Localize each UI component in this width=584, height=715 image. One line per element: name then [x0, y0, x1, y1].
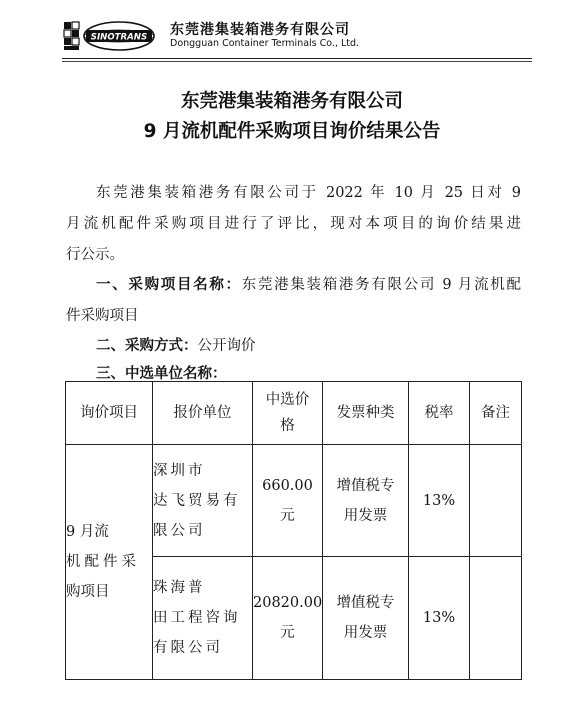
vendor-line-3: 限公司: [153, 522, 206, 539]
table-header-row: [66, 382, 522, 445]
section-2-value: 公开询价: [197, 338, 256, 354]
cell-tax: 13%: [409, 557, 470, 680]
header-price-line1: 中选价: [265, 392, 310, 408]
price-value: 20820.00: [253, 595, 323, 611]
cell-price: [253, 557, 323, 680]
cell-vendor: [153, 445, 253, 557]
header-price-line2: 格: [280, 418, 295, 434]
section-2-heading: 二、采购方式：: [96, 338, 198, 354]
section-2-line: [96, 334, 256, 355]
vendor-line-2: 达飞贸易有: [153, 492, 241, 509]
results-table: [65, 381, 522, 680]
invoice-line-1: 增值税专: [336, 595, 395, 611]
letterhead: [62, 16, 532, 56]
intro-line-3: 行公示。: [66, 247, 124, 263]
section-3-heading: 三、中选单位名称：: [96, 366, 227, 382]
vendor-line-2: 田工程咨询: [153, 610, 241, 626]
header-tax: 税率: [409, 382, 470, 445]
header-vendor: 报价单位: [153, 382, 253, 445]
item-line-3: 购项目: [66, 584, 110, 600]
cell-invoice: [323, 445, 409, 557]
company-name-cn: 东莞港集装箱港务有限公司: [170, 22, 350, 38]
header-note: 备注: [470, 382, 522, 445]
invoice-line-2: 用发票: [343, 625, 388, 641]
header-item: 询价项目: [66, 382, 153, 445]
intro-line-1: 东莞港集装箱港务有限公司于 2022 年 10 月 25 日对 9: [96, 185, 521, 201]
header-invoice: 发票种类: [323, 382, 409, 445]
cell-note: [470, 557, 522, 680]
vendor-line-3: 有限公司: [153, 640, 223, 656]
vendor-line-1: 深圳市: [153, 462, 206, 479]
doc-title-line1: 东莞港集装箱港务有限公司: [180, 91, 403, 112]
cell-vendor: [153, 557, 253, 680]
invoice-line-1: 增值税专: [336, 477, 395, 494]
company-logo: [62, 16, 156, 56]
table-row: [66, 445, 522, 557]
vendor-line-1: 珠海普: [153, 580, 206, 596]
header-price: [253, 382, 323, 445]
cell-item: [66, 445, 153, 680]
doc-title-line2: 9 月流机配件采购项目询价结果公告: [143, 121, 441, 142]
price-unit: 元: [280, 625, 295, 641]
letterhead-rule: [62, 58, 532, 59]
intro-line-2: 月流机配件采购项目进行了评比，现对本项目的询价结果进: [66, 216, 521, 232]
logo-wordmark: SINOTRANS: [90, 32, 148, 43]
section-1-heading: 一、采购项目名称：: [96, 277, 242, 293]
cell-tax: 13%: [409, 445, 470, 557]
invoice-line-2: 用发票: [343, 507, 388, 524]
item-line-2: 机配件采: [66, 554, 140, 570]
item-line-1: 9 月流: [66, 524, 109, 540]
section-1-line: [96, 273, 521, 294]
section-1-value: 东莞港集装箱港务有限公司 9 月流机配: [241, 277, 521, 293]
price-value: 660.00: [262, 477, 313, 494]
letterhead-rule-thin: [62, 61, 532, 62]
price-unit: 元: [280, 507, 295, 524]
cell-price: [253, 445, 323, 557]
cell-note: [470, 445, 522, 557]
cell-invoice: [323, 557, 409, 680]
company-name-en: Dongguan Container Terminals Co., Ltd.: [170, 38, 360, 49]
section-1-value-cont: 件采购项目: [66, 308, 139, 324]
